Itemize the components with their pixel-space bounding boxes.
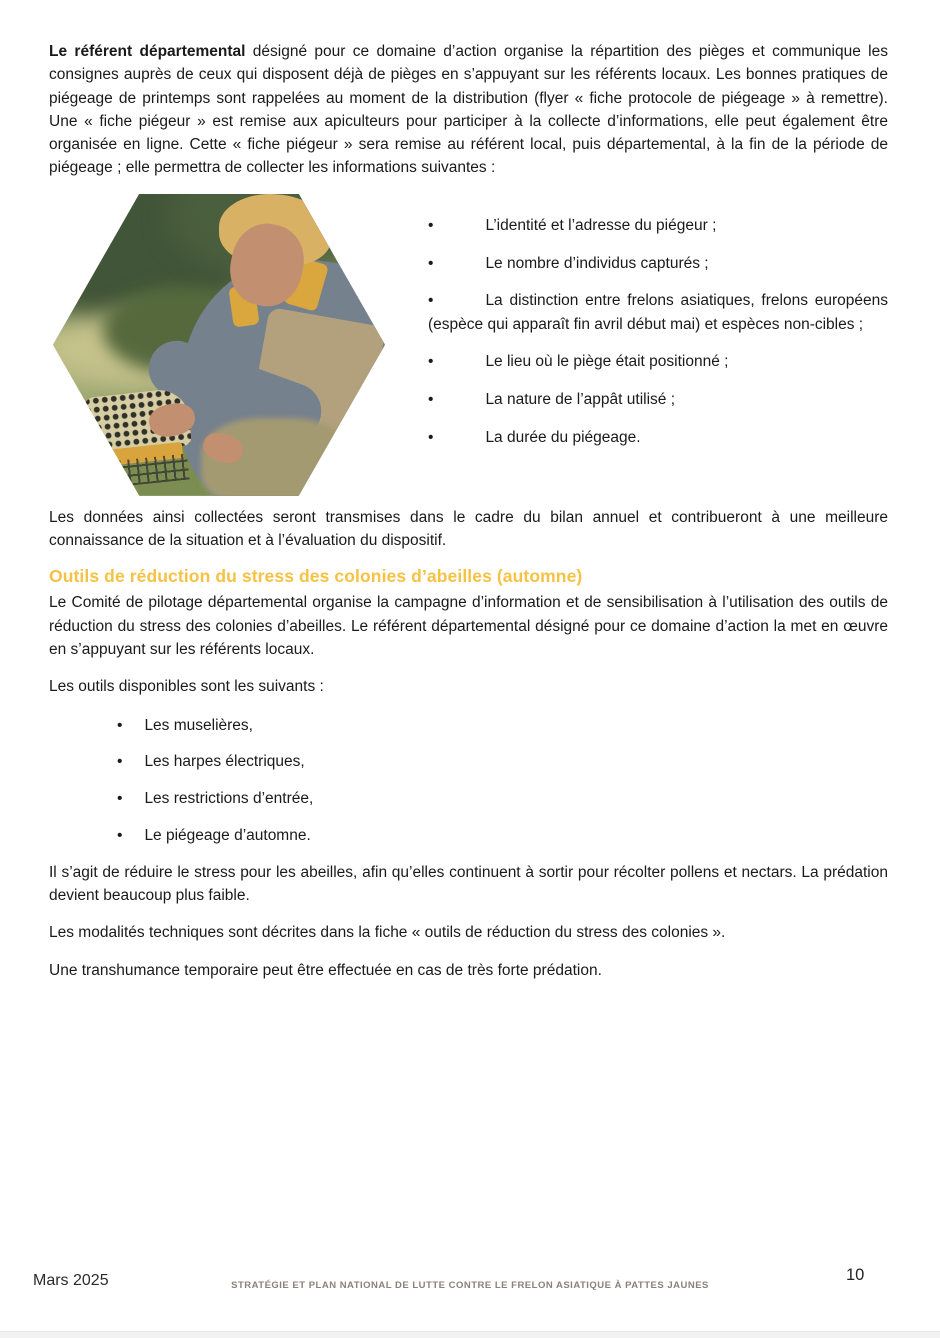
section-heading: Outils de réduction du stress des colonies d’abeilles (automne) (49, 566, 583, 587)
photo-wasp-trap (82, 386, 203, 489)
data-transmission-paragraph: Les données ainsi collectées seront transmises dans le cadre du bilan annuel et contribueront à une meilleure connaissance de la situation et à l’évaluation du dispositif. (49, 508, 888, 550)
stress-reduction-paragraph: Il s’agit de réduire le stress pour les abeilles, afin qu’elles continuent à sortir pour récolter pollens et nectars. La prédation devient beaucoup plus faible. (49, 863, 888, 905)
tools-bullet-list (49, 714, 888, 848)
list-item-label: Les harpes électriques, (144, 753, 305, 771)
available-tools-intro-paragraph: Les outils disponibles sont les suivants : (49, 678, 324, 696)
list-item-label: Les restrictions d’entrée, (144, 790, 314, 808)
list-item-label: Les muselières, (144, 716, 253, 734)
list-item (428, 388, 888, 411)
technical-details-paragraph: Les modalités techniques sont décrites dans la fiche « outils de réduction du stress des colonies ». (49, 924, 726, 942)
hexagon-photo-container (53, 194, 385, 496)
list-item-label: La distinction entre frelons asiatiques, frelons européens (espèce qui apparaît fin avril début mai) et espèces non-cibles ; (428, 292, 888, 333)
intro-paragraph-bold-lead: Le référent départemental (49, 43, 246, 60)
steering-committee-paragraph: Le Comité de pilotage départemental organise la campagne d’information et de sensibilisation à l’utilisation des outils de réduction du stress des colonies d’abeilles. Le référent départemental désigné pour ce domaine d’action la met en œuvre en s’appuyant sur les référents locaux. (49, 594, 888, 658)
list-item-label: Le lieu où le piège était positionné ; (485, 353, 729, 371)
list-item (428, 426, 888, 449)
bullet-icon: • (428, 216, 434, 234)
intro-paragraph (49, 40, 888, 180)
list-item (428, 289, 888, 336)
bullet-icon: • (117, 790, 123, 808)
bullet-icon: • (117, 716, 123, 734)
photo-and-list-row (49, 194, 888, 496)
list-item (428, 350, 888, 373)
footer-date: Mars 2025 (33, 1272, 109, 1289)
list-item (428, 252, 888, 275)
bullet-icon: • (428, 353, 434, 371)
hexagon-photo (53, 194, 385, 496)
bullet-icon: • (428, 254, 434, 272)
bullet-icon: • (117, 826, 123, 844)
page-break-strip (0, 1331, 940, 1338)
transhumance-paragraph: Une transhumance temporaire peut être effectuée en cas de très forte prédation. (49, 961, 602, 979)
list-item (117, 750, 888, 773)
list-item-label: La nature de l’appât utilisé ; (485, 391, 676, 409)
intro-paragraph-text: désigné pour ce domaine d’action organise la répartition des pièges et communique les consignes auprès de ceux qui disposent déjà de pièges en s’appuyant sur les référents locaux. Les bonnes pratiques de piégeage de printemps sont rappelées au moment de la distribution (flyer « fiche protocole de piégeage » à remettre). Une « fiche piégeur » est remise aux apiculteurs pour participer à la collecte d’informations, elle peut également être organisée en ligne. Cette « fiche piégeur » sera remise au référent local, puis départemental, à la fin de la période de piégeage ; elle permettra de collecter les informations suivantes : (49, 43, 888, 177)
footer-document-title: STRATÉGIE ET PLAN NATIONAL DE LUTTE CONTRE LE FRELON ASIATIQUE À PATTES JAUNES (231, 1280, 709, 1291)
list-item-label: L’identité et l’adresse du piégeur ; (485, 216, 717, 234)
list-item-label: Le piégeage d’automne. (144, 826, 311, 844)
list-item-label: Le nombre d’individus capturés ; (485, 254, 709, 272)
collected-info-bullet-list (428, 194, 888, 496)
list-item (117, 714, 888, 737)
bullet-icon: • (117, 753, 123, 771)
list-item-label: La durée du piégeage. (485, 429, 641, 447)
list-item (117, 824, 888, 847)
list-item (117, 787, 888, 810)
page-number: 10 (846, 1266, 865, 1284)
bullet-icon: • (428, 292, 434, 310)
page-content (49, 40, 888, 996)
list-item (428, 214, 888, 237)
bullet-icon: • (428, 391, 434, 409)
bullet-icon: • (428, 429, 434, 447)
